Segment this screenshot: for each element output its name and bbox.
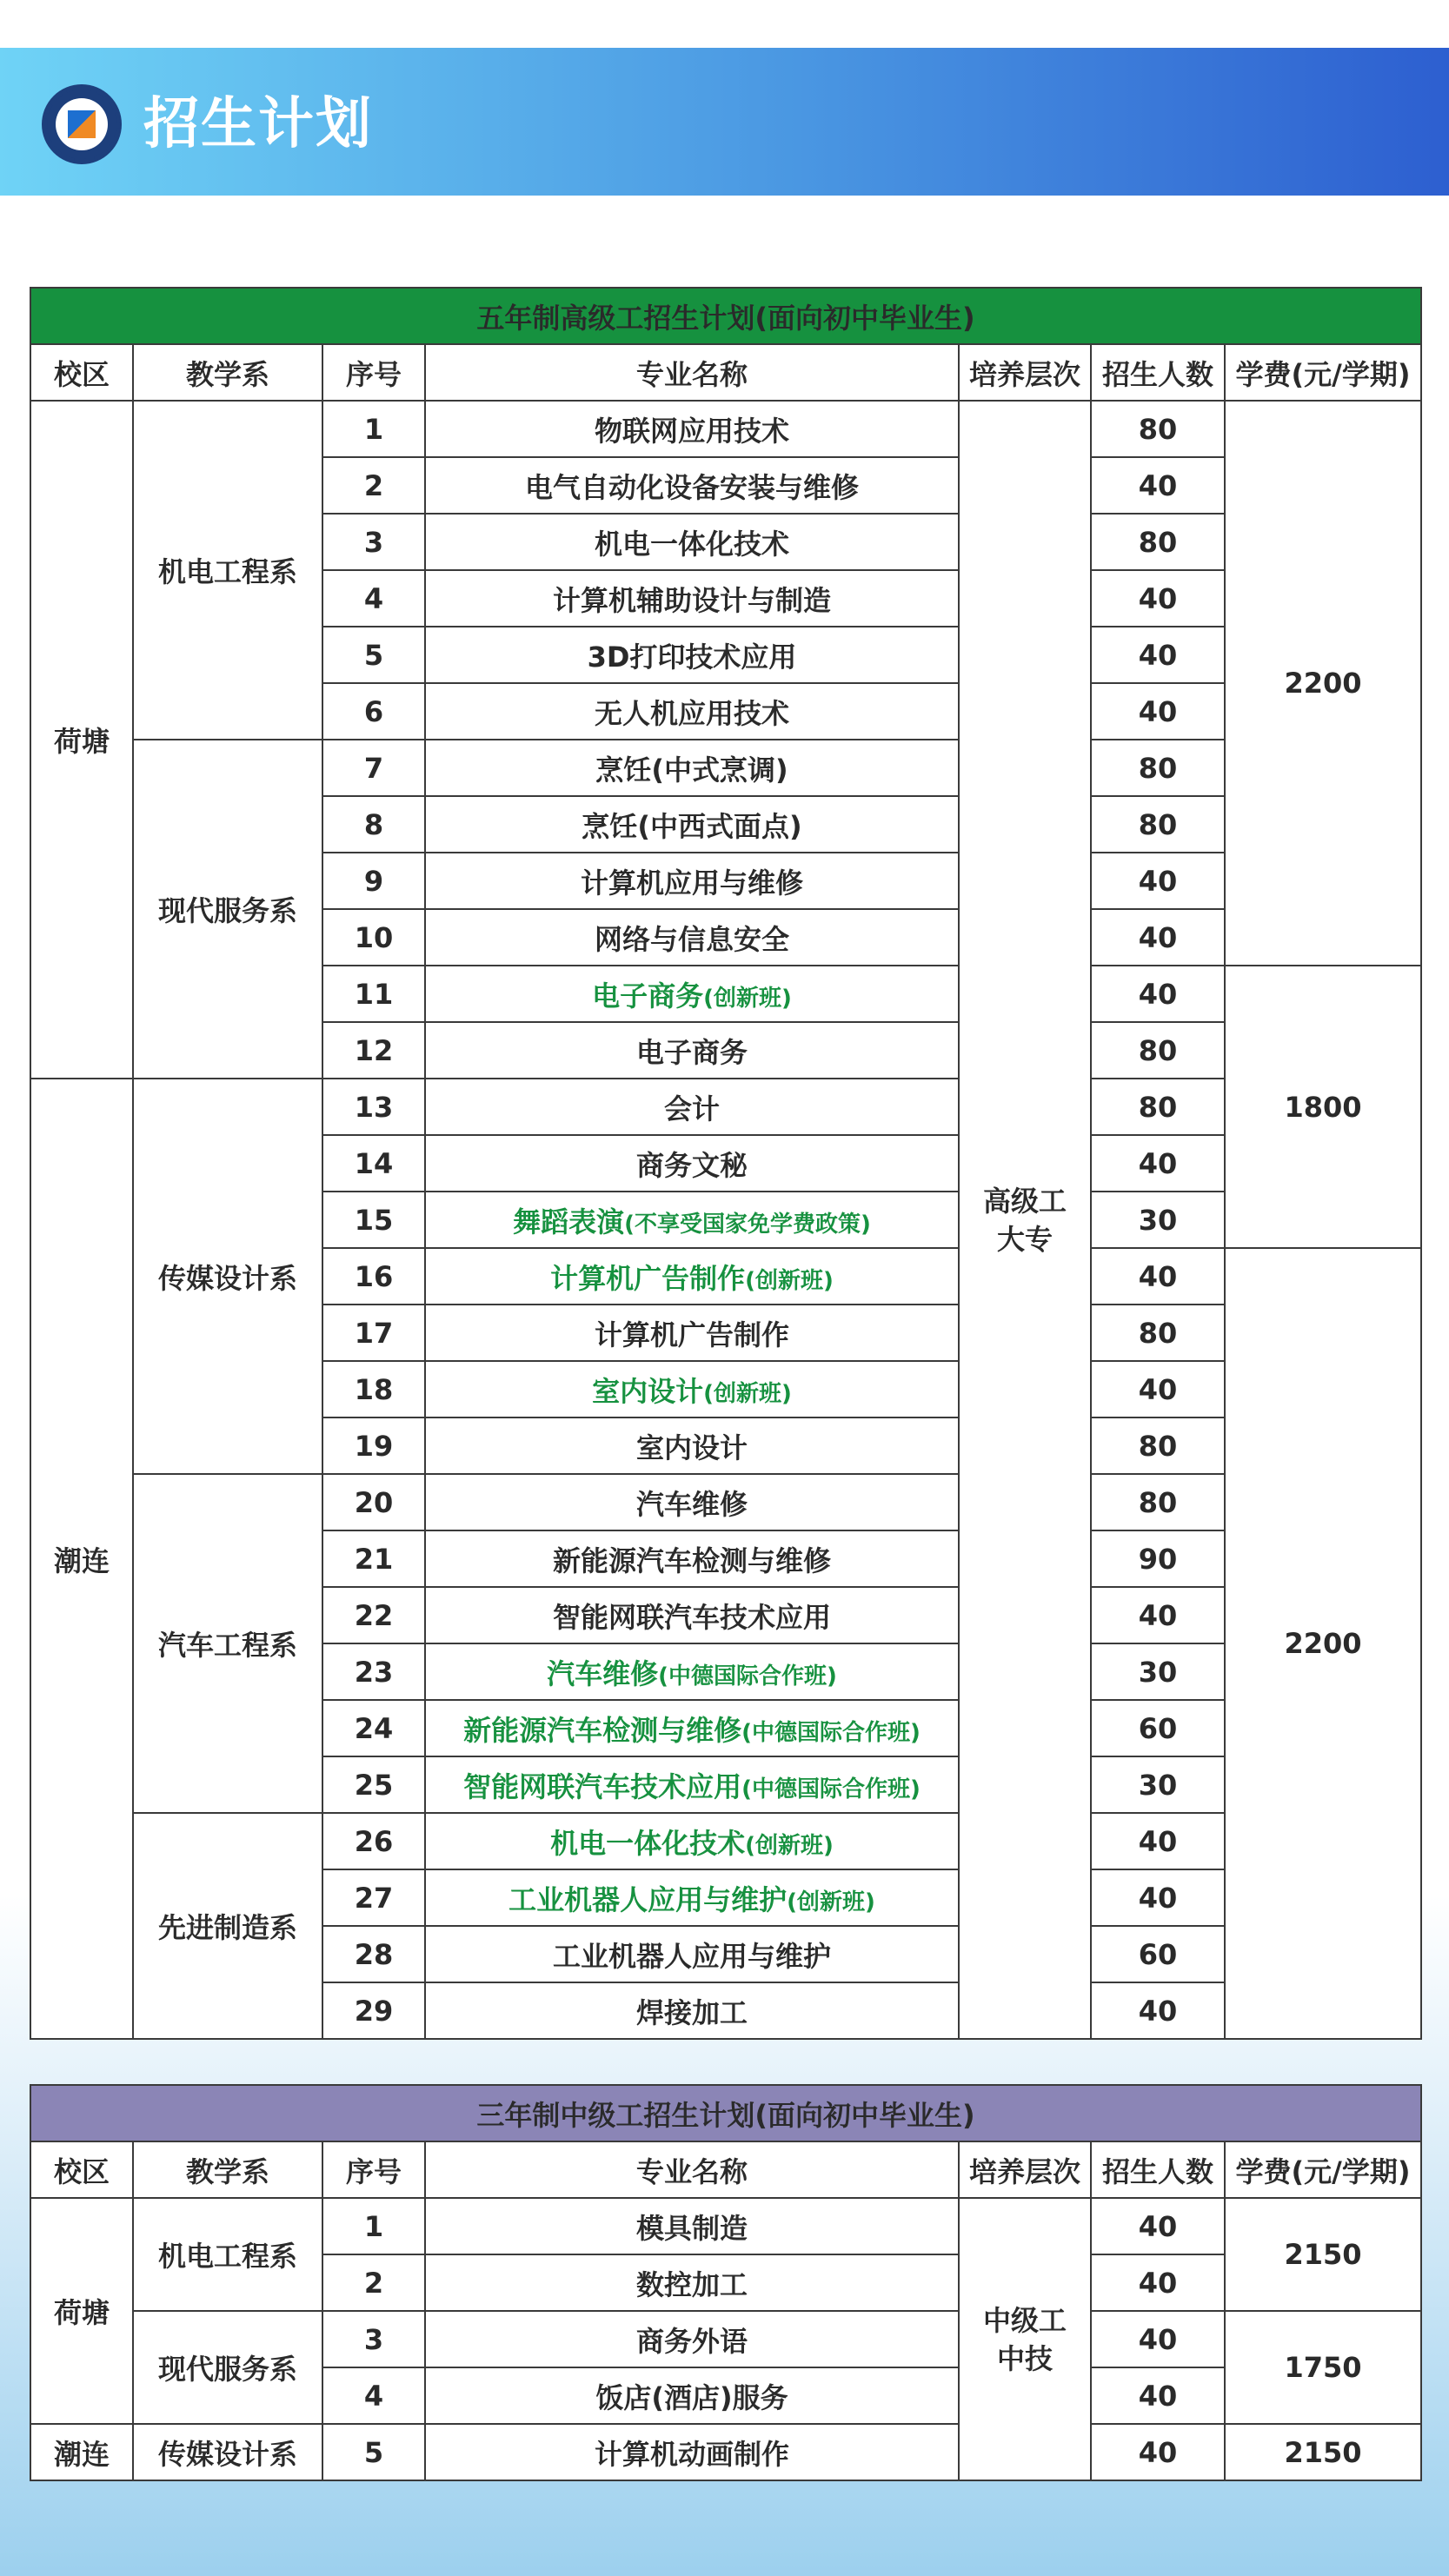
training-level-line: 中级工 bbox=[982, 2303, 1067, 2337]
major-name-text: 机电一体化技术 bbox=[594, 527, 789, 561]
row-number: 2 bbox=[322, 457, 425, 514]
col-header-level: 培养层次 bbox=[959, 2141, 1091, 2198]
table-caption: 五年制高级工招生计划(面向初中毕业生) bbox=[30, 288, 1421, 344]
major-name-text: 电子商务 bbox=[635, 1035, 748, 1069]
major-note: (创新班) bbox=[745, 1267, 834, 1294]
row-number: 12 bbox=[322, 1022, 425, 1079]
row-number: 3 bbox=[322, 514, 425, 570]
col-header-major: 专业名称 bbox=[425, 344, 959, 401]
table-row bbox=[30, 2424, 1421, 2480]
dept-cell: 传媒设计系 bbox=[133, 1079, 322, 1474]
major-name-text: 新能源汽车检测与维修 bbox=[463, 1713, 742, 1747]
enrollment-count: 40 bbox=[1091, 909, 1225, 966]
major-name: 模具制造 bbox=[425, 2198, 959, 2254]
table-caption: 三年制中级工招生计划(面向初中毕业生) bbox=[30, 2085, 1421, 2141]
major-name-text: 会计 bbox=[663, 1092, 720, 1125]
enrollment-count: 40 bbox=[1091, 853, 1225, 909]
enrollment-count: 40 bbox=[1091, 2311, 1225, 2367]
training-level bbox=[959, 401, 1091, 2039]
page-title: 招生计划 bbox=[143, 92, 373, 156]
major-name bbox=[425, 1700, 959, 1756]
table-caption-row bbox=[30, 2085, 1421, 2141]
major-name bbox=[425, 1756, 959, 1813]
row-number: 29 bbox=[322, 1982, 425, 2039]
major-name bbox=[425, 1079, 959, 1135]
major-name bbox=[425, 740, 959, 796]
major-name bbox=[425, 966, 959, 1022]
training-level-line: 高级工 bbox=[982, 1184, 1067, 1218]
enrollment-count: 80 bbox=[1091, 1305, 1225, 1361]
major-name-text: 焊接加工 bbox=[635, 1995, 748, 2029]
major-name-text: 工业机器人应用与维护 bbox=[508, 1882, 788, 1916]
major-name bbox=[425, 1530, 959, 1587]
row-number: 22 bbox=[322, 1587, 425, 1643]
major-name bbox=[425, 1361, 959, 1417]
table-row bbox=[30, 401, 1421, 457]
enrollment-count: 80 bbox=[1091, 796, 1225, 853]
major-note: (创新班) bbox=[703, 1380, 792, 1407]
major-name bbox=[425, 457, 959, 514]
enrollment-count: 40 bbox=[1091, 966, 1225, 1022]
row-number: 15 bbox=[322, 1192, 425, 1248]
enrollment-count: 40 bbox=[1091, 457, 1225, 514]
table-row bbox=[30, 740, 1421, 796]
row-number: 8 bbox=[322, 796, 425, 853]
major-name-text: 烹饪(中西式面点) bbox=[582, 809, 802, 843]
major-name-text: 3D打印技术应用 bbox=[587, 640, 797, 674]
enrollment-count: 40 bbox=[1091, 2254, 1225, 2311]
campus-cell: 荷塘 bbox=[30, 401, 133, 1079]
row-number: 13 bbox=[322, 1079, 425, 1135]
table-row bbox=[30, 1079, 1421, 1135]
major-name-text: 烹饪(中式烹调) bbox=[595, 753, 788, 787]
enrollment-count: 40 bbox=[1091, 1869, 1225, 1926]
major-name-text: 汽车维修 bbox=[635, 1487, 748, 1521]
major-name bbox=[425, 1417, 959, 1474]
dept-cell: 机电工程系 bbox=[133, 401, 322, 740]
major-name bbox=[425, 683, 959, 740]
enrollment-count: 90 bbox=[1091, 1530, 1225, 1587]
major-name bbox=[425, 1643, 959, 1700]
enrollment-count: 40 bbox=[1091, 1248, 1225, 1305]
training-level bbox=[959, 2198, 1091, 2480]
enrollment-count: 80 bbox=[1091, 1022, 1225, 1079]
dept-cell: 现代服务系 bbox=[133, 2311, 322, 2424]
table-caption-row bbox=[30, 288, 1421, 344]
col-header-fee: 学费(元/学期) bbox=[1225, 344, 1421, 401]
enrollment-count: 40 bbox=[1091, 683, 1225, 740]
major-name-text: 商务文秘 bbox=[635, 1148, 748, 1182]
dept-cell: 机电工程系 bbox=[133, 2198, 322, 2311]
row-number: 4 bbox=[322, 570, 425, 627]
tuition-fee: 1800 bbox=[1225, 966, 1421, 1248]
logo-mark bbox=[68, 110, 96, 138]
major-name bbox=[425, 909, 959, 966]
col-header-dept: 教学系 bbox=[133, 344, 322, 401]
school-logo-icon bbox=[42, 84, 122, 164]
col-header-no: 序号 bbox=[322, 344, 425, 401]
enrollment-count: 80 bbox=[1091, 1474, 1225, 1530]
major-name-text: 智能网联汽车技术应用 bbox=[552, 1600, 831, 1634]
major-name: 饭店(酒店)服务 bbox=[425, 2367, 959, 2424]
major-name bbox=[425, 1926, 959, 1982]
col-header-dept: 教学系 bbox=[133, 2141, 322, 2198]
tuition-fee: 2200 bbox=[1225, 1248, 1421, 2039]
row-number: 26 bbox=[322, 1813, 425, 1869]
col-header-count: 招生人数 bbox=[1091, 344, 1225, 401]
major-name bbox=[425, 514, 959, 570]
row-number: 21 bbox=[322, 1530, 425, 1587]
row-number: 14 bbox=[322, 1135, 425, 1192]
major-name bbox=[425, 1474, 959, 1530]
major-name-text: 室内设计 bbox=[592, 1374, 704, 1408]
row-number: 20 bbox=[322, 1474, 425, 1530]
dept-cell: 现代服务系 bbox=[133, 740, 322, 1079]
major-name bbox=[425, 570, 959, 627]
enrollment-count: 80 bbox=[1091, 401, 1225, 457]
major-name-text: 计算机应用与维修 bbox=[580, 866, 803, 900]
major-name bbox=[425, 1587, 959, 1643]
row-number: 28 bbox=[322, 1926, 425, 1982]
enrollment-count: 40 bbox=[1091, 1135, 1225, 1192]
training-level-line: 大专 bbox=[996, 1222, 1053, 1256]
major-name-text: 新能源汽车检测与维修 bbox=[552, 1544, 831, 1577]
major-name bbox=[425, 1869, 959, 1926]
row-number: 1 bbox=[322, 2198, 425, 2254]
major-name bbox=[425, 1135, 959, 1192]
major-note: (中德国际合作班) bbox=[741, 1776, 921, 1803]
enrollment-count: 80 bbox=[1091, 1417, 1225, 1474]
col-header-fee: 学费(元/学期) bbox=[1225, 2141, 1421, 2198]
campus-cell: 荷塘 bbox=[30, 2198, 133, 2424]
enrollment-count: 40 bbox=[1091, 2367, 1225, 2424]
col-header-major: 专业名称 bbox=[425, 2141, 959, 2198]
col-header-level: 培养层次 bbox=[959, 344, 1091, 401]
major-name-text: 计算机广告制作 bbox=[594, 1318, 789, 1351]
logo-inner bbox=[56, 98, 108, 150]
major-name-text: 智能网联汽车技术应用 bbox=[463, 1769, 742, 1803]
row-number: 2 bbox=[322, 2254, 425, 2311]
major-name-text: 室内设计 bbox=[635, 1431, 748, 1464]
major-name-text: 电气自动化设备安装与维修 bbox=[524, 470, 859, 504]
major-name: 数控加工 bbox=[425, 2254, 959, 2311]
dept-cell: 汽车工程系 bbox=[133, 1474, 322, 1813]
table-header-row bbox=[30, 2141, 1421, 2198]
table-row bbox=[30, 2311, 1421, 2367]
tuition-fee: 1750 bbox=[1225, 2311, 1421, 2424]
major-name bbox=[425, 1022, 959, 1079]
enrollment-count: 30 bbox=[1091, 1756, 1225, 1813]
enrollment-count: 40 bbox=[1091, 2198, 1225, 2254]
row-number: 6 bbox=[322, 683, 425, 740]
major-name-text: 工业机器人应用与维护 bbox=[552, 1939, 831, 1973]
row-number: 1 bbox=[322, 401, 425, 457]
major-note: (中德国际合作班) bbox=[658, 1663, 837, 1690]
campus-cell: 潮连 bbox=[30, 1079, 133, 2039]
major-name-text: 电子商务 bbox=[592, 979, 704, 1012]
row-number: 25 bbox=[322, 1756, 425, 1813]
enrollment-count: 40 bbox=[1091, 1982, 1225, 2039]
major-name bbox=[425, 401, 959, 457]
major-name-text: 机电一体化技术 bbox=[550, 1826, 746, 1860]
major-name-text: 无人机应用技术 bbox=[594, 696, 789, 730]
enrollment-count: 80 bbox=[1091, 740, 1225, 796]
major-name-text: 计算机辅助设计与制造 bbox=[552, 583, 831, 617]
table-row bbox=[30, 1474, 1421, 1530]
major-name bbox=[425, 1305, 959, 1361]
five-year-plan-table bbox=[30, 287, 1422, 2040]
row-number: 5 bbox=[322, 627, 425, 683]
major-name-text: 网络与信息安全 bbox=[594, 922, 789, 956]
row-number: 10 bbox=[322, 909, 425, 966]
tuition-fee: 2150 bbox=[1225, 2198, 1421, 2311]
enrollment-count: 40 bbox=[1091, 570, 1225, 627]
dept-cell: 传媒设计系 bbox=[133, 2424, 322, 2480]
campus-cell: 潮连 bbox=[30, 2424, 133, 2480]
row-number: 23 bbox=[322, 1643, 425, 1700]
col-header-no: 序号 bbox=[322, 2141, 425, 2198]
table-header-row bbox=[30, 344, 1421, 401]
row-number: 11 bbox=[322, 966, 425, 1022]
enrollment-count: 30 bbox=[1091, 1643, 1225, 1700]
col-header-count: 招生人数 bbox=[1091, 2141, 1225, 2198]
major-name bbox=[425, 1813, 959, 1869]
major-note: (创新班) bbox=[787, 1889, 875, 1915]
enrollment-count: 40 bbox=[1091, 627, 1225, 683]
major-name bbox=[425, 796, 959, 853]
row-number: 7 bbox=[322, 740, 425, 796]
col-header-campus: 校区 bbox=[30, 344, 133, 401]
major-name-text: 汽车维修 bbox=[547, 1656, 659, 1690]
enrollment-count: 40 bbox=[1091, 2424, 1225, 2480]
three-year-plan-table bbox=[30, 2084, 1422, 2481]
enrollment-count: 40 bbox=[1091, 1587, 1225, 1643]
major-name-text: 计算机广告制作 bbox=[550, 1261, 746, 1295]
tuition-fee: 2200 bbox=[1225, 401, 1421, 966]
enrollment-count: 80 bbox=[1091, 514, 1225, 570]
row-number: 17 bbox=[322, 1305, 425, 1361]
major-name bbox=[425, 1248, 959, 1305]
row-number: 27 bbox=[322, 1869, 425, 1926]
enrollment-count: 40 bbox=[1091, 1361, 1225, 1417]
enrollment-count: 60 bbox=[1091, 1700, 1225, 1756]
row-number: 5 bbox=[322, 2424, 425, 2480]
table-row bbox=[30, 2198, 1421, 2254]
enrollment-count: 60 bbox=[1091, 1926, 1225, 1982]
major-name: 商务外语 bbox=[425, 2311, 959, 2367]
header-banner bbox=[0, 48, 1449, 196]
row-number: 9 bbox=[322, 853, 425, 909]
tuition-fee: 2150 bbox=[1225, 2424, 1421, 2480]
dept-cell: 先进制造系 bbox=[133, 1813, 322, 2039]
row-number: 24 bbox=[322, 1700, 425, 1756]
major-note: (创新班) bbox=[703, 985, 792, 1012]
training-level-line: 中技 bbox=[996, 2341, 1053, 2375]
row-number: 4 bbox=[322, 2367, 425, 2424]
major-name-text: 舞蹈表演 bbox=[513, 1205, 625, 1238]
major-name bbox=[425, 1192, 959, 1248]
enrollment-count: 40 bbox=[1091, 1813, 1225, 1869]
major-note: (创新班) bbox=[745, 1832, 834, 1859]
enrollment-count: 80 bbox=[1091, 1079, 1225, 1135]
row-number: 16 bbox=[322, 1248, 425, 1305]
major-name bbox=[425, 627, 959, 683]
col-header-campus: 校区 bbox=[30, 2141, 133, 2198]
major-name: 计算机动画制作 bbox=[425, 2424, 959, 2480]
major-note: (中德国际合作班) bbox=[741, 1719, 921, 1746]
row-number: 18 bbox=[322, 1361, 425, 1417]
row-number: 19 bbox=[322, 1417, 425, 1474]
major-name-text: 物联网应用技术 bbox=[594, 414, 789, 448]
enrollment-count: 30 bbox=[1091, 1192, 1225, 1248]
row-number: 3 bbox=[322, 2311, 425, 2367]
major-note: (不享受国家免学费政策) bbox=[624, 1211, 871, 1238]
major-name bbox=[425, 853, 959, 909]
major-name bbox=[425, 1982, 959, 2039]
table-row bbox=[30, 1813, 1421, 1869]
